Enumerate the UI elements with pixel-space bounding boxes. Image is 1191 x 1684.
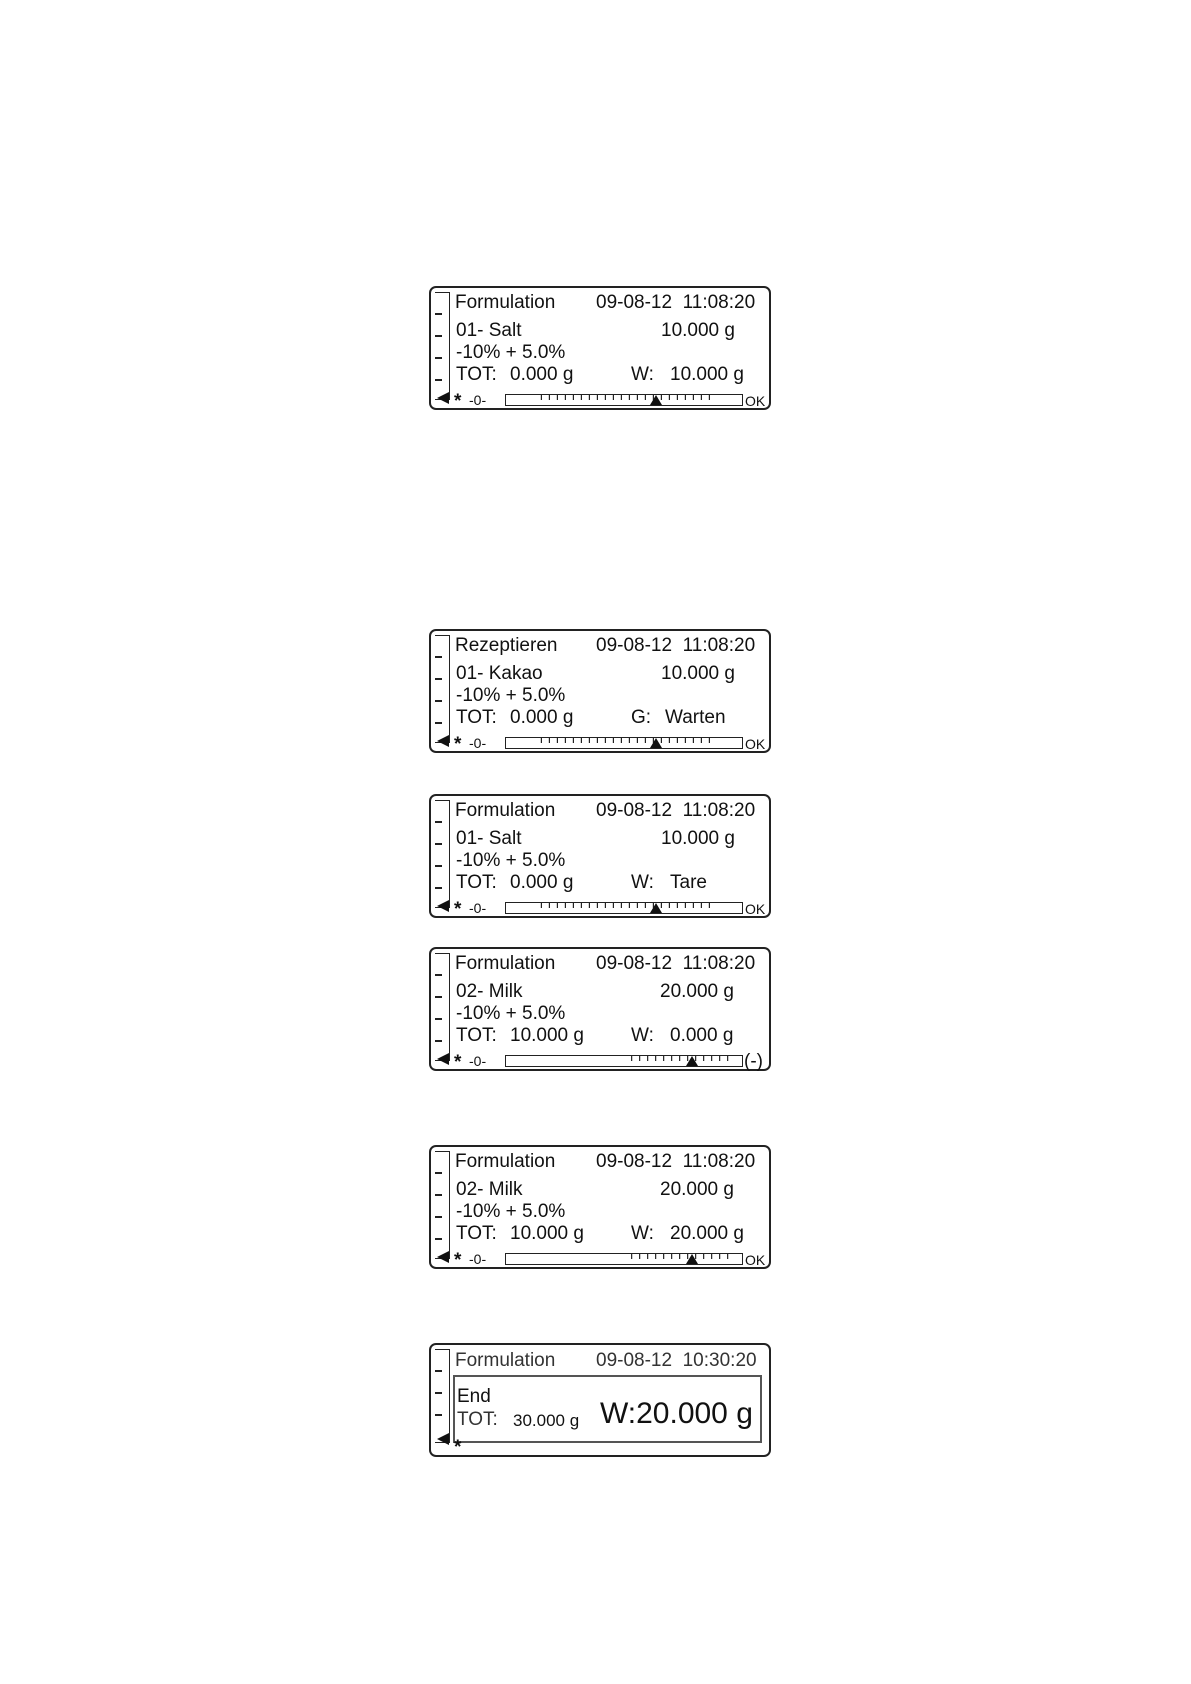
total-value: 0.000 g (510, 872, 574, 893)
indicator-rail (435, 953, 450, 1061)
status-label: OK (745, 393, 766, 409)
bar-marker (686, 1254, 698, 1264)
screen-datetime: 09-08-12 11:08:20 (596, 292, 756, 313)
bar-ticks (506, 1056, 744, 1062)
status-label: (-) (744, 1051, 763, 1072)
weight-value: 0.000 g (670, 1025, 734, 1046)
status-label: OK (745, 736, 766, 752)
total-label: TOT: (457, 1409, 498, 1430)
indicator-rail (435, 292, 450, 400)
lcd-screen-3 (429, 794, 771, 918)
weight-label: G: (631, 707, 652, 728)
weight-label: W: (631, 1223, 654, 1244)
progress-bar (505, 1253, 743, 1265)
progress-bar (505, 1055, 743, 1067)
total-value: 0.000 g (510, 364, 574, 385)
progress-bar (505, 902, 743, 914)
triangle-left-icon (437, 1053, 449, 1065)
total-label: TOT: (456, 707, 497, 728)
screen-datetime: 09-08-12 11:08:20 (596, 1151, 756, 1172)
indicator-rail (435, 1151, 450, 1259)
indicator-rail (435, 1349, 450, 1443)
zero-indicator: -0- (469, 735, 487, 751)
lcd-screen-2 (429, 629, 771, 753)
zero-indicator: -0- (469, 1053, 487, 1069)
zero-indicator: -0- (469, 1251, 487, 1267)
target-weight: 10.000 g (661, 828, 735, 849)
triangle-left-icon (437, 1251, 449, 1263)
asterisk-icon: * (454, 1437, 462, 1458)
progress-bar (505, 737, 743, 749)
screen-title: Formulation (455, 953, 556, 974)
asterisk-icon: * (454, 391, 462, 412)
weight-value: 20.000 g (670, 1223, 744, 1244)
progress-bar (505, 394, 743, 406)
screen-title: Formulation (455, 292, 556, 313)
bar-ticks (506, 903, 744, 909)
target-weight: 10.000 g (661, 663, 735, 684)
lcd-screen-1 (429, 286, 771, 410)
bar-marker (650, 738, 662, 748)
screen-datetime: 09-08-12 11:08:20 (596, 953, 756, 974)
tolerance: -10% + 5.0% (456, 685, 566, 706)
zero-indicator: -0- (469, 392, 487, 408)
indicator-rail (435, 635, 450, 743)
total-value: 0.000 g (510, 707, 574, 728)
total-label: TOT: (456, 1025, 497, 1046)
total-value: 10.000 g (510, 1025, 584, 1046)
total-label: TOT: (456, 364, 497, 385)
triangle-left-icon (437, 900, 449, 912)
triangle-left-icon (437, 392, 449, 404)
screen-datetime: 09-08-12 11:08:20 (596, 635, 756, 656)
target-weight: 20.000 g (660, 981, 734, 1002)
weight-label: W: (631, 364, 654, 385)
final-weight: W:20.000 g (600, 1397, 753, 1430)
weight-value: Warten (665, 707, 726, 728)
target-weight: 20.000 g (660, 1179, 734, 1200)
bar-marker (650, 903, 662, 913)
triangle-left-icon (437, 1433, 449, 1445)
screen-datetime: 09-08-12 11:08:20 (596, 800, 756, 821)
result-panel (453, 1375, 762, 1443)
asterisk-icon: * (454, 899, 462, 920)
tolerance: -10% + 5.0% (456, 1201, 566, 1222)
bar-ticks (506, 738, 744, 744)
end-label: End (457, 1386, 491, 1407)
bar-ticks (506, 1254, 744, 1260)
screen-title: Formulation (455, 800, 556, 821)
bar-marker (686, 1056, 698, 1066)
weight-value: Tare (670, 872, 707, 893)
status-label: OK (745, 901, 766, 917)
component-name: 01- Salt (456, 828, 522, 849)
asterisk-icon: * (454, 1250, 462, 1271)
weight-label: W: (631, 872, 654, 893)
screen-datetime: 09-08-12 10:30:20 (596, 1350, 757, 1371)
lcd-end-screen (429, 1343, 771, 1457)
component-name: 02- Milk (456, 1179, 523, 1200)
total-label: TOT: (456, 872, 497, 893)
status-label: OK (745, 1252, 766, 1268)
tolerance: -10% + 5.0% (456, 850, 566, 871)
bar-marker (650, 395, 662, 405)
screen-title: Formulation (455, 1350, 556, 1371)
target-weight: 10.000 g (661, 320, 735, 341)
triangle-left-icon (437, 735, 449, 747)
tolerance: -10% + 5.0% (456, 1003, 566, 1024)
asterisk-icon: * (454, 734, 462, 755)
weight-label: W: (631, 1025, 654, 1046)
indicator-rail (435, 800, 450, 908)
total-label: TOT: (456, 1223, 497, 1244)
screen-title: Rezeptieren (455, 635, 558, 656)
total-value: 30.000 g (513, 1411, 580, 1430)
asterisk-icon: * (454, 1052, 462, 1073)
lcd-screen-4 (429, 947, 771, 1071)
zero-indicator: -0- (469, 900, 487, 916)
tolerance: -10% + 5.0% (456, 342, 566, 363)
total-value: 10.000 g (510, 1223, 584, 1244)
component-name: 01- Kakao (456, 663, 543, 684)
component-name: 01- Salt (456, 320, 522, 341)
bar-ticks (506, 395, 744, 401)
weight-value: 10.000 g (670, 364, 744, 385)
screen-title: Formulation (455, 1151, 556, 1172)
component-name: 02- Milk (456, 981, 523, 1002)
lcd-screen-5 (429, 1145, 771, 1269)
